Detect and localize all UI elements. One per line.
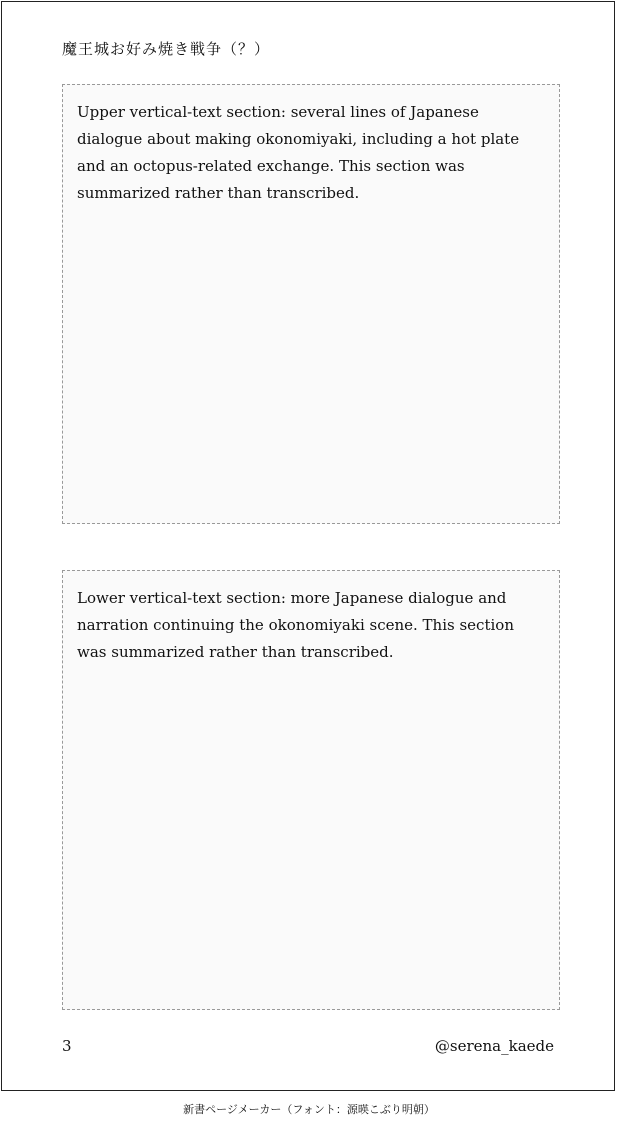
author-handle: @serena_kaede — [434, 1037, 554, 1055]
summary-top — [62, 84, 560, 524]
page-number: 3 — [62, 1037, 72, 1055]
page-frame — [1, 1, 615, 1091]
page-title: 魔王城お好み焼き戦争（？） — [62, 40, 271, 58]
summary-bottom-text: Lower vertical-text section: more Japanese dialogue and narration continuing the okonomiyaki scene. This section was summarized rather than transcribed. — [77, 589, 514, 661]
summary-bottom — [62, 570, 560, 1010]
generator-credit: 新書ページメーカー（フォント：源暎こぶり明朝） — [183, 1103, 435, 1116]
summary-top-text: Upper vertical-text section: several lines of Japanese dialogue about making okonomiyaki, including a hot plate and an octopus-related exchange. This section was summarized rather than transcribed. — [77, 103, 520, 202]
